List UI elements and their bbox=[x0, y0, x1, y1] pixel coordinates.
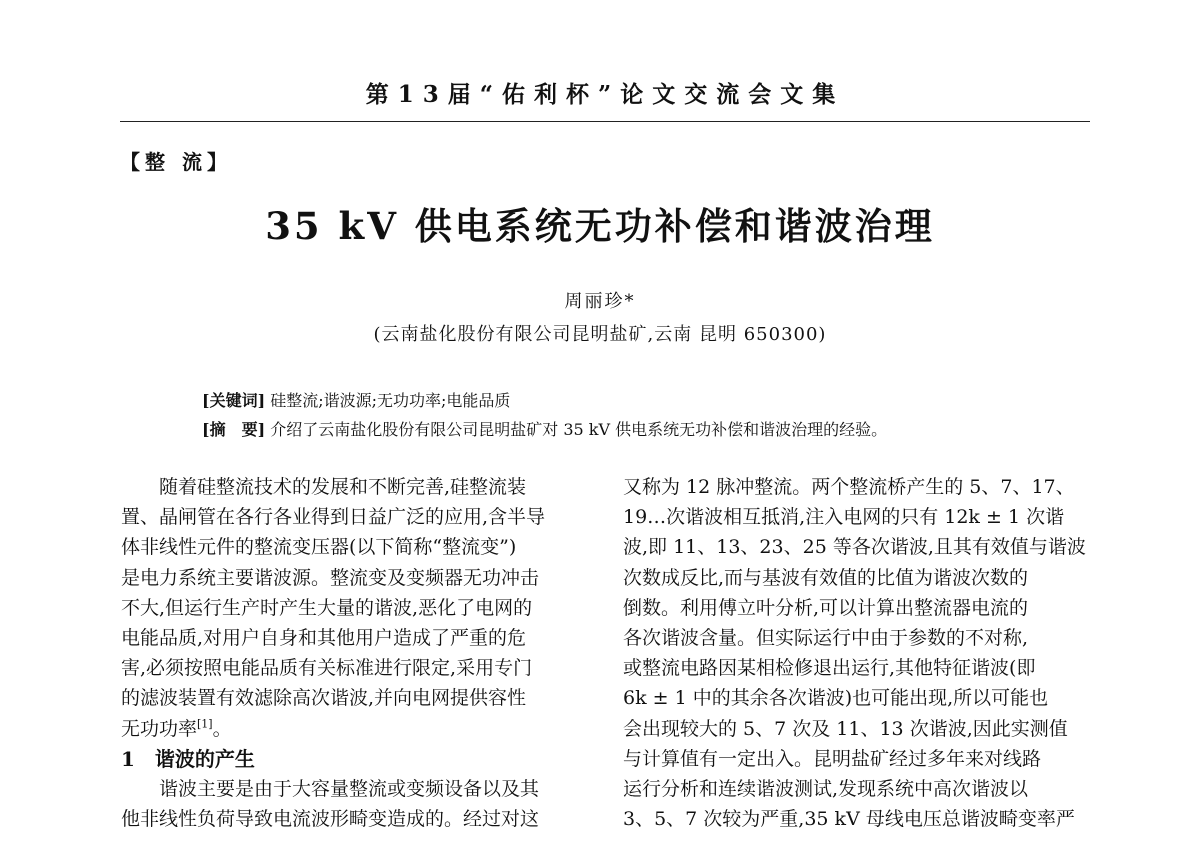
body-line: 的滤波装置有效滤除高次谐波,并向电网提供容性 bbox=[121, 687, 527, 710]
body-line: 随着硅整流技术的发展和不断完善,硅整流装 bbox=[159, 476, 527, 498]
body-line: 会出现较大的 5、7 次及 11、13 次谐波,因此实测值 bbox=[623, 717, 1068, 740]
body-line: 是电力系统主要谐波源。整流变及变频器无功冲击 bbox=[121, 566, 540, 589]
body-line: 波,即 11、13、23、25 等各次谐波,且其有效值与谐波 bbox=[623, 536, 1086, 559]
keywords-text: 硅整流;谐波源;无功功率;电能品质 bbox=[270, 391, 511, 410]
body-line: 次数成反比,而与基波有效值的比值为谐波次数的 bbox=[623, 566, 1029, 589]
paper-title: 35 kV 供电系统无功补偿和谐波治理 bbox=[265, 204, 935, 248]
body-line: 不大,但运行生产时产生大量的谐波,恶化了电网的 bbox=[121, 596, 533, 619]
body-line: 置、晶闸管在各行各业得到日益广泛的应用,含半导 bbox=[121, 506, 546, 529]
right-column bbox=[623, 472, 1098, 834]
body-line-text: 无功功率 bbox=[121, 717, 198, 740]
running-header: 第13届“佑利杯”论文交流会文集 bbox=[365, 81, 845, 108]
body-line: 与计算值有一定出入。昆明盐矿经过多年来对线路 bbox=[623, 747, 1042, 770]
abstract-text: 介绍了云南盐化股份有限公司昆明盐矿对 35 kV 供电系统无功补偿和谐波治理的经验。 bbox=[270, 420, 888, 439]
abstract bbox=[202, 417, 887, 440]
body-line: 又称为 12 脉冲整流。两个整流桥产生的 5、7、17、 bbox=[623, 476, 1075, 498]
keywords bbox=[202, 388, 510, 411]
body-line: 或整流电路因某相检修退出运行,其他特征谐波(即 bbox=[623, 657, 1036, 680]
body-line: 3、5、7 次较为严重,35 kV 母线电压总谐波畸变率严 bbox=[623, 808, 1075, 831]
header-rule bbox=[120, 121, 1090, 122]
body-line: 害,必须按照电能品质有关标准进行限定,采用专门 bbox=[121, 657, 533, 680]
body-line: 6k ± 1 中的其余各次谐波)也可能出现,所以可能也 bbox=[623, 687, 1049, 710]
body-line bbox=[121, 714, 596, 744]
abstract-label: [摘 要] bbox=[202, 420, 266, 439]
author: 周丽珍* bbox=[564, 291, 636, 312]
keywords-label: [关键词] bbox=[202, 391, 266, 410]
body-line: 体非线性元件的整流变压器(以下简称“整流变”) bbox=[121, 536, 517, 559]
body-line: 他非线性负荷导致电流波形畸变造成的。经过对这 bbox=[121, 808, 540, 831]
body-line: 电能品质,对用户自身和其他用户造成了严重的危 bbox=[121, 627, 527, 650]
body-line: 倒数。利用傅立叶分析,可以计算出整流器电流的 bbox=[623, 596, 1029, 619]
body-line: 谐波主要是由于大容量整流或变频设备以及其 bbox=[159, 778, 540, 801]
left-column bbox=[121, 472, 596, 834]
body-line-end: 。 bbox=[212, 717, 232, 740]
citation: [1] bbox=[197, 717, 213, 731]
affiliation: (云南盐化股份有限公司昆明盐矿,云南 昆明 650300) bbox=[373, 324, 827, 345]
section-tag: 【整 流】 bbox=[120, 150, 232, 174]
body-line: 运行分析和连续谐波测试,发现系统中高次谐波以 bbox=[623, 778, 1029, 801]
body-line: 各次谐波含量。但实际运行中由于参数的不对称, bbox=[623, 627, 1029, 650]
section-heading: 1 谐波的产生 bbox=[121, 746, 255, 771]
body-line: 19…次谐波相互抵消,注入电网的只有 12k ± 1 次谐 bbox=[623, 506, 1065, 529]
